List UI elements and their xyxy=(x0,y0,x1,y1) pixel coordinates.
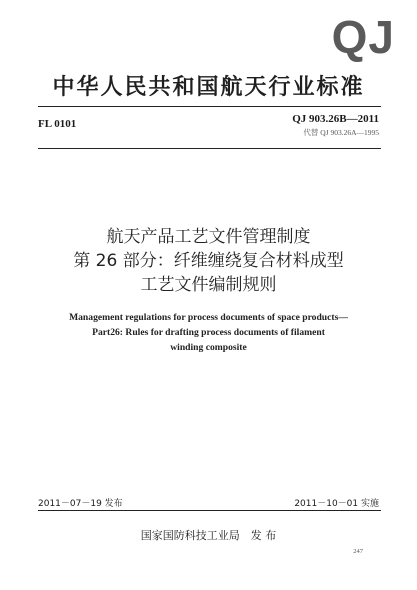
page-number: 247 xyxy=(353,548,363,555)
qj-logo: QJ xyxy=(331,11,395,63)
title-divider xyxy=(38,148,381,149)
title-en-line-2: Part26: Rules for drafting process documents of filament xyxy=(92,327,325,338)
standard-category-title: 中华人民共和国航天行业标准 xyxy=(52,75,365,100)
issue-date: 2011－07－19 发布 xyxy=(38,499,123,509)
title-zh-line-1: 航天产品工艺文件管理制度 xyxy=(106,227,311,247)
classification-code: FL 0101 xyxy=(38,118,77,130)
title-zh-line-3: 工艺文件编制规则 xyxy=(140,275,277,295)
effective-date: 2011－10－01 实施 xyxy=(294,499,379,509)
issuing-authority: 国家国防科技工业局 发 布 xyxy=(140,529,277,542)
title-en-line-3: winding composite xyxy=(170,342,247,353)
title-en-line-1: Management regulations for process documents of space products— xyxy=(69,312,348,323)
standard-number: QJ 903.26B—2011 xyxy=(292,113,379,125)
replaces-standard: 代替 QJ 903.26A—1995 xyxy=(303,128,379,137)
title-zh-line-2: 第 26 部分：纤维缠绕复合材料成型 xyxy=(73,251,344,271)
header-divider xyxy=(38,106,381,107)
footer-divider xyxy=(38,510,381,511)
